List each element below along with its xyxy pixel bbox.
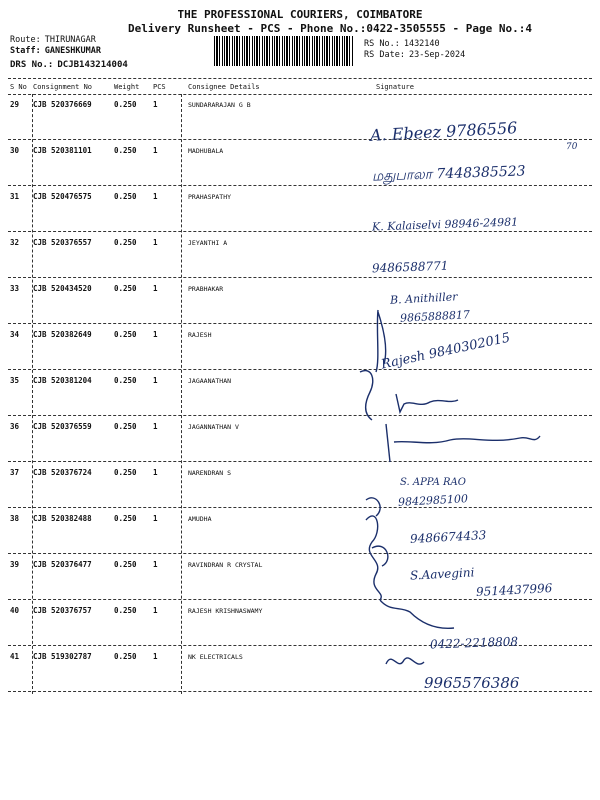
staff-value: GANESHKUMAR [44, 46, 102, 56]
pcs-count: 1 [153, 652, 158, 661]
pcs-count: 1 [153, 238, 158, 247]
handwritten-signature: A. Ebeez 9786556 [369, 118, 518, 145]
weight: 0.250 [114, 376, 137, 385]
row-sno: 31 [10, 192, 20, 201]
table-top-rule [8, 78, 592, 79]
consignee-name: AMUDHA [188, 515, 212, 523]
handwritten-signature: Rajesh 9840302015 [379, 330, 512, 373]
row-sno: 40 [10, 606, 20, 615]
consignee-name: JAGAANATHAN [188, 377, 232, 385]
handwritten-signature: S.Aavegini [409, 565, 475, 583]
weight: 0.250 [114, 284, 137, 293]
consignee-name: NARENDRAN S [188, 469, 232, 477]
table-row [0, 508, 600, 554]
weight: 0.250 [114, 560, 137, 569]
row-sno: 38 [10, 514, 20, 523]
row-sno: 39 [10, 560, 20, 569]
row-sno: 41 [10, 652, 20, 661]
rs-date-label: RS Date: [364, 50, 405, 60]
weight: 0.250 [114, 652, 137, 661]
company-title: THE PROFESSIONAL COURIERS, COIMBATORE [177, 8, 423, 21]
table-row [0, 324, 600, 373]
handwritten-signature: K. Kalaiselvi 98946-24981 [371, 215, 519, 234]
pcs-count: 1 [153, 422, 158, 431]
drs-field [10, 60, 128, 71]
pcs-count: 1 [153, 330, 158, 339]
row-sno: 37 [10, 468, 20, 477]
handwritten-phone: 9865888817 [399, 308, 471, 325]
rs-no-field [364, 39, 440, 50]
staff-label: Staff: [10, 46, 41, 56]
col-header-sno: S No [10, 83, 27, 91]
pcs-count: 1 [153, 514, 158, 523]
weight: 0.250 [114, 422, 137, 431]
weight: 0.250 [114, 100, 137, 109]
consignee-name: RAJESH KRISHNASWAMY [188, 607, 263, 615]
handwritten-signature: 9486674433 [409, 528, 487, 546]
route-value: THIRUNAGAR [44, 35, 96, 45]
handwritten-phone: 70 [565, 141, 578, 153]
consignment-no: CJB 520376757 [33, 606, 92, 615]
table-row [0, 416, 600, 462]
table-row [0, 232, 600, 278]
consignment-no: CJB 520376557 [33, 238, 92, 247]
rs-date-value: 23-Sep-2024 [408, 50, 466, 60]
consignment-no: CJB 520381204 [33, 376, 92, 385]
handwritten-signature: 9486588771 [371, 258, 449, 276]
col-header-consignee: Consignee Details [188, 83, 260, 91]
consignment-no: CJB 520382488 [33, 514, 92, 523]
row-sno: 34 [10, 330, 20, 339]
handwritten-signature: 0422-2218808 [429, 634, 519, 652]
row-sno: 32 [10, 238, 20, 247]
consignment-no: CJB 520476575 [33, 192, 92, 201]
col-header-pcs: PCS [153, 83, 166, 91]
pcs-count: 1 [153, 146, 158, 155]
handwritten-phone: 9514437996 [475, 581, 553, 599]
weight: 0.250 [114, 468, 137, 477]
weight: 0.250 [114, 330, 137, 339]
consignment-no: CJB 520376724 [33, 468, 92, 477]
barcode-image [214, 36, 354, 66]
weight: 0.250 [114, 514, 137, 523]
row-sno: 36 [10, 422, 20, 431]
handwritten-signature: B. Anithiller [389, 290, 458, 307]
col-header-signature: Signature [376, 83, 414, 91]
pcs-count: 1 [153, 192, 158, 201]
rs-no-label: RS No.: [364, 39, 400, 49]
pcs-count: 1 [153, 468, 158, 477]
consignee-name: JAGANNATHAN V [188, 423, 239, 431]
route-label: Route: [10, 35, 41, 45]
drs-value: DCJB143214004 [57, 60, 128, 70]
table-row [0, 278, 600, 324]
consignee-name: NK ELECTRICALS [188, 653, 243, 661]
consignee-name: SUNDARARAJAN G B [188, 101, 251, 109]
col-header-consignment: Consignment No [33, 83, 93, 91]
consignment-no: CJB 520376559 [33, 422, 92, 431]
row-sno: 33 [10, 284, 20, 293]
runsheet-subtitle: Delivery Runsheet - PCS - Phone No.:0422-3505555 - Page No.:4 [128, 22, 532, 35]
rs-no-value: 1432140 [403, 39, 440, 49]
pcs-count: 1 [153, 284, 158, 293]
consignee-name: PRAHASPATHY [188, 193, 232, 201]
handwritten-signature: S. APPA RAO [400, 477, 466, 488]
consignee-name: JEYANTHI A [188, 239, 228, 247]
consignment-no: CJB 519302787 [33, 652, 92, 661]
consignment-no: CJB 520434520 [33, 284, 92, 293]
col-header-weight: Weight [114, 83, 140, 91]
consignment-no: CJB 520376477 [33, 560, 92, 569]
consignee-name: RAJESH [188, 331, 212, 339]
row-sno: 35 [10, 376, 20, 385]
row-sno: 29 [10, 100, 20, 109]
consignee-name: MADHUBALA [188, 147, 224, 155]
pcs-count: 1 [153, 376, 158, 385]
weight: 0.250 [114, 192, 137, 201]
consignee-name: PRABHAKAR [188, 285, 224, 293]
handwritten-phone: 9842985100 [397, 492, 469, 509]
row-sno: 30 [10, 146, 20, 155]
pcs-count: 1 [153, 606, 158, 615]
route-field [10, 35, 96, 46]
staff-field [10, 46, 101, 57]
consignee-name: RAVINDRAN R CRYSTAL [188, 561, 263, 569]
table-row [0, 370, 600, 416]
consignment-no: CJB 520381101 [33, 146, 92, 155]
pcs-count: 1 [153, 100, 158, 109]
consignment-no: CJB 520382649 [33, 330, 92, 339]
rs-date-field [364, 50, 465, 61]
drs-label: DRS No.: [10, 60, 54, 70]
consignment-no: CJB 520376669 [33, 100, 92, 109]
handwritten-signature: 9965576386 [424, 674, 520, 692]
table-row [0, 462, 600, 508]
pcs-count: 1 [153, 560, 158, 569]
weight: 0.250 [114, 238, 137, 247]
handwritten-signature: மதுபாலா 7448385523 [371, 163, 526, 185]
weight: 0.250 [114, 606, 137, 615]
weight: 0.250 [114, 146, 137, 155]
